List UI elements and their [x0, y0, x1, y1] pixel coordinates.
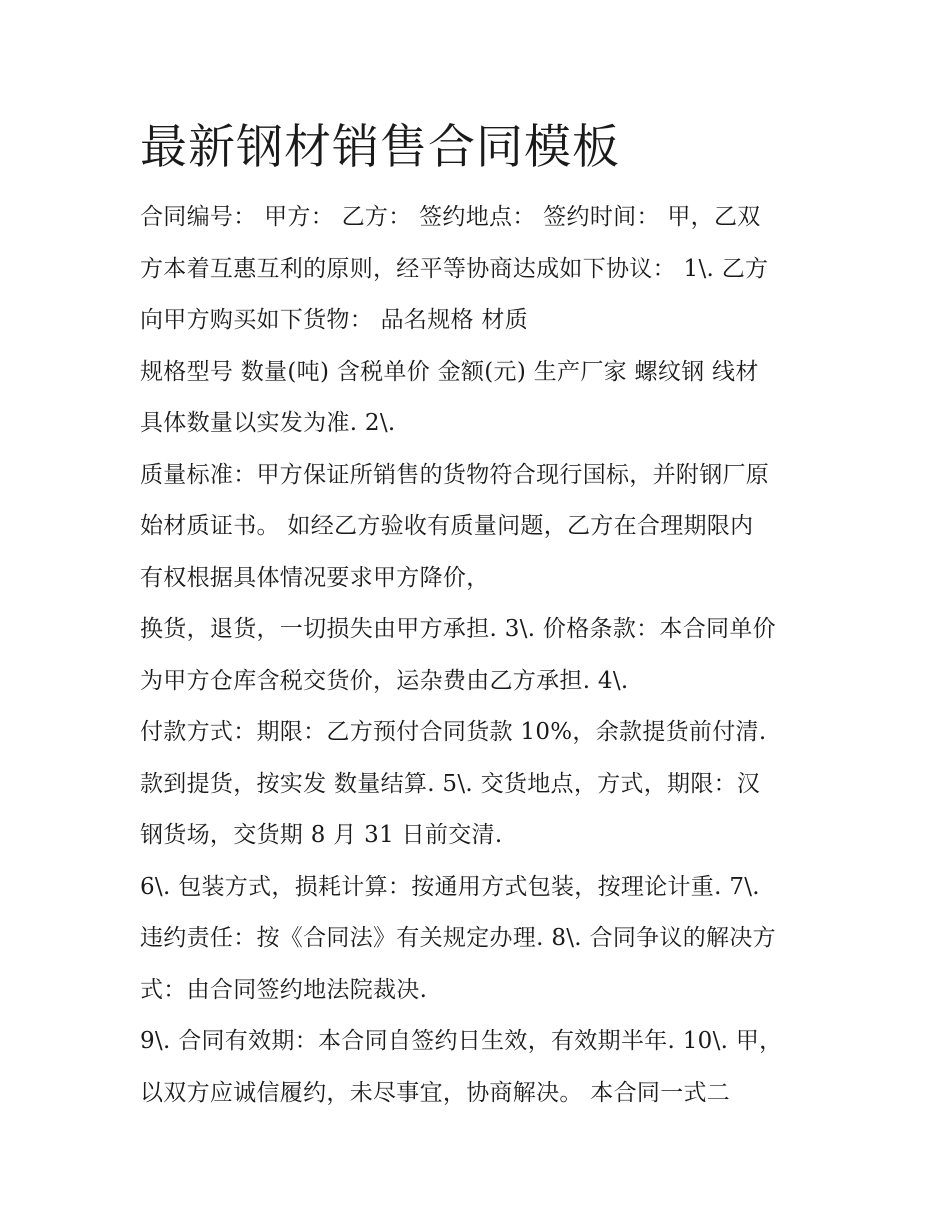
body-line-18: 以双方应诚信履约，未尽事宜，协商解决。 本合同一式二 — [140, 1079, 731, 1106]
document-body — [140, 192, 820, 1119]
body-line-8: 有权根据具体情况要求甲方降价， — [140, 564, 490, 591]
body-line-12: 款到提货，按实发 数量结算. 5\. 交货地点，方式，期限：汉 — [140, 770, 761, 797]
body-line-15: 违约责任：按《合同法》有关规定办理. 8\. 合同争议的解决方 — [140, 925, 776, 951]
body-line-9: 换货，退货，一切损失由甲方承担. 3\. 价格条款：本合同单价 — [140, 616, 776, 642]
body-line-2: 方本着互惠互利的原则，经平等协商达成如下协议： 1\. 乙方 — [140, 255, 769, 282]
body-line-7: 始材质证书。 如经乙方验收有质量问题，乙方在合理期限内 — [140, 513, 754, 539]
document-page — [140, 118, 820, 1119]
body-line-17: 9\. 合同有效期：本合同自签约日生效，有效期半年. 10\. 甲， — [140, 1028, 783, 1054]
body-line-1: 合同编号： 甲方： 乙方： 签约地点： 签约时间： 甲，乙双 — [140, 204, 761, 230]
body-line-3: 向甲方购买如下货物： 品名规格 材质 — [140, 307, 529, 333]
body-line-4: 规格型号 数量(吨) 含税单价 金额(元) 生产厂家 螺纹钢 线材 — [140, 358, 759, 385]
body-line-11: 付款方式：期限：乙方预付合同货款 10%，余款提货前付清. — [140, 719, 767, 745]
body-line-13: 钢货场，交货期 8 月 31 日前交清. — [140, 822, 503, 848]
body-line-16: 式：由合同签约地法院裁决. — [140, 976, 428, 1003]
body-line-14: 6\. 包装方式，损耗计算：按通用方式包装，按理论计重. 7\. — [140, 873, 760, 900]
body-line-10: 为甲方仓库含税交货价，运杂费由乙方承担. 4\. — [140, 667, 629, 694]
body-line-5: 具体数量以实发为准. 2\. — [140, 410, 396, 436]
document-title: 最新钢材销售合同模板 — [140, 120, 620, 175]
body-line-6: 质量标准：甲方保证所销售的货物符合现行国标，并附钢厂原 — [140, 461, 770, 488]
